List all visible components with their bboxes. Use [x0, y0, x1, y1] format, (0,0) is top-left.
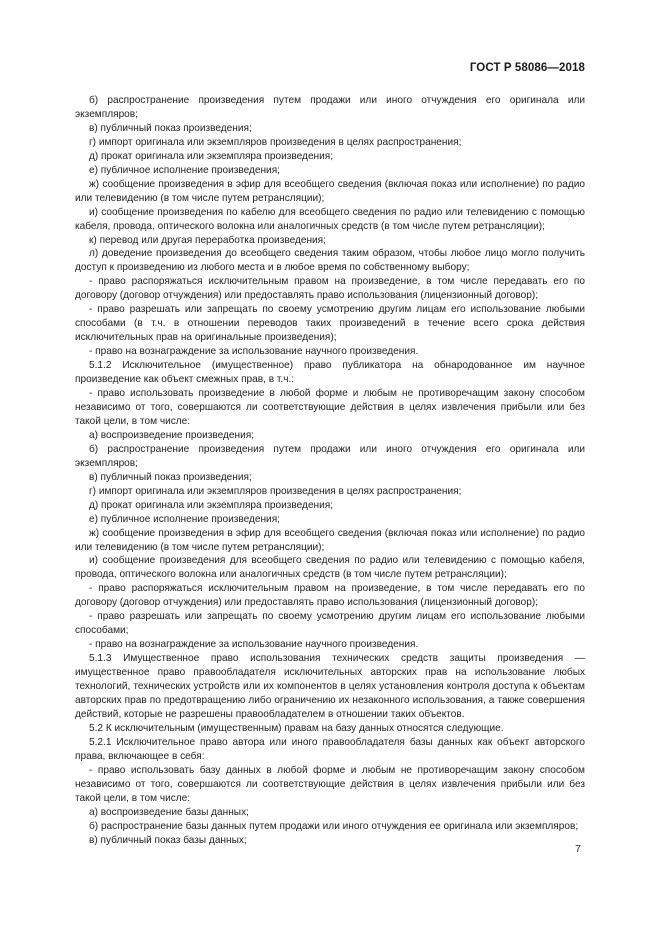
paragraph: а) воспроизведение базы данных;: [89, 806, 249, 818]
paragraph: б) распространение базы данных путем продажи или иного отчуждения ее оригинала или экземпляров;: [89, 820, 579, 832]
paragraph: б) распространение произведения путем продажи или иного отчуждения его оригинала или экземпляров;: [75, 443, 585, 469]
paragraph: в) публичный показ базы данных;: [89, 834, 247, 846]
paragraph: 5.2.1 Исключительное право автора или иного правообладателя базы данных как объект авторского права, включающее в себя:: [75, 736, 585, 762]
paragraph: г) импорт оригинала или экземпляров произведения в целях распространения;: [89, 485, 462, 497]
paragraph: д) прокат оригинала или экземпляра произведения;: [89, 150, 334, 162]
paragraph: б) распространение произведения путем продажи или иного отчуждения его оригинала или экземпляров;: [75, 95, 585, 120]
paragraph: - право распоряжаться исключительным правом на произведение, в том числе передавать его по договору (договор отчуждения) или предоставлять право использования (лицензионный договор);: [75, 583, 585, 609]
page-number: 7: [575, 843, 581, 855]
paragraph: - право использовать базу данных в любой форме и любым не противоречащим закону способом независимо от того, совершаются ли соответствующие действия в целях извлечения прибыли или без такой цели, в том числе:: [75, 764, 585, 804]
paragraph: и) сообщение произведения по кабелю для всеобщего сведения по радио или телевидению с помощью кабеля, провода, оптического волокна или аналогичных средств (в том числе путем ретрансляции);: [75, 206, 585, 232]
paragraph: е) публичное исполнение произведения;: [89, 164, 280, 176]
paragraph: - право распоряжаться исключительным правом на произведение, в том числе передавать его по договору (договор отчуждения) или предоставлять право использования (лицензионный договор);: [75, 276, 585, 302]
paragraph: г) импорт оригинала или экземпляров произведения в целях распространения;: [89, 136, 462, 148]
paragraph: 5.1.2 Исключительное (имущественное) право публикатора на обнародованное им научное произведение как объект смежных прав, в т.ч.:: [75, 360, 585, 386]
paragraph: а) воспроизведение произведения;: [89, 429, 255, 441]
paragraph: к) перевод или другая переработка произведения;: [89, 234, 326, 246]
paragraph: 5.2 К исключительным (имущественным) правам на базу данных относятся следующие.: [89, 722, 504, 734]
paragraph: в) публичный показ произведения;: [89, 122, 252, 134]
paragraph: - право на вознаграждение за использование научного произведения.: [89, 346, 419, 358]
paragraph: ж) сообщение произведения в эфир для всеобщего сведения (включая показ или исполнение) по радио или телевидению (в том числе путем ретрансляции);: [75, 178, 585, 204]
body-text: [75, 94, 585, 847]
paragraph: - право использовать произведение в любой форме и любым не противоречащим закону способом независимо от того, совершаются ли соответствующие действия в целях извлечения прибыли или без такой цели, в том числе:: [75, 388, 585, 427]
paragraph: и) сообщение произведения для всеобщего сведения по радио или телевидению с помощью кабеля, провода, оптического волокна или аналогичных средств (в том числе путем ретрансляции);: [75, 555, 585, 581]
paragraph: - право разрешать или запрещать по своему усмотрению другим лицам его использование любыми способами;: [75, 611, 585, 637]
paragraph: - право на вознаграждение за использование научного произведения.: [89, 639, 419, 651]
paragraph: - право разрешать или запрещать по своему усмотрению другим лицам его использование любыми способами (в т.ч. в отношении переводов таких произведений в течение всего срока действия исключительных прав на оригинальные произведения);: [75, 304, 585, 344]
paragraph: 5.1.3 Имущественное право использования технических средств защиты произведения — имущественное право правообладателя исключительных авторских прав на использование любых технологий, технических устройств или их компонентов в целях установления контроля доступа к объектам авторских прав по предотвращению либо ограничению их незаконного использования, а также совершения действий, которые не разрешены правообладателем в отношении таких объектов.: [75, 653, 585, 720]
paragraph: л) доведение произведения до всеобщего сведения таким образом, чтобы любое лицо могло получить доступ к произведению из любого места и в любое время по собственному выбору;: [75, 248, 585, 274]
paragraph: д) прокат оригинала или экземпляра произведения;: [89, 499, 334, 511]
standard-header: ГОСТ Р 58086—2018: [469, 62, 585, 74]
paragraph: е) публичное исполнение произведения;: [89, 513, 280, 525]
paragraph: ж) сообщение произведения в эфир для всеобщего сведения (включая показ или исполнение) по радио или телевидению (в том числе путем ретрансляции);: [75, 527, 585, 553]
paragraph: в) публичный показ произведения;: [89, 471, 252, 483]
